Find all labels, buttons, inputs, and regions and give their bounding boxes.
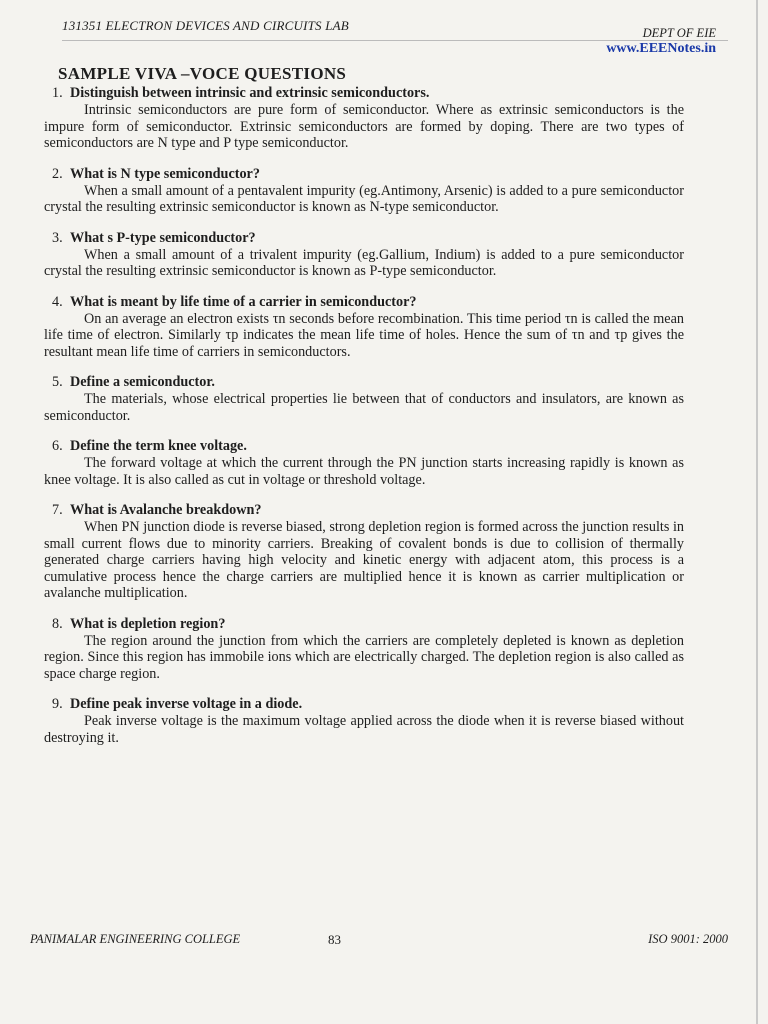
question-item xyxy=(44,165,684,216)
answer-text: The region around the junction from which the carriers are completely depleted is known as depletion region. Since this region has immobile ions which are electrically charged. The depletion region is also called as space charge region. xyxy=(44,632,684,682)
question-number: 7. xyxy=(52,502,63,518)
question-heading xyxy=(44,84,684,102)
question-text: What is depletion region? xyxy=(70,615,226,632)
question-text: What is Avalanche breakdown? xyxy=(70,502,262,518)
lab-title: 131351 ELECTRON DEVICES AND CIRCUITS LAB xyxy=(62,18,349,33)
questions-list xyxy=(44,84,684,759)
question-text: Define a semiconductor. xyxy=(70,374,215,390)
page-number: 83 xyxy=(328,932,341,947)
question-number: 3. xyxy=(52,229,63,246)
answer-text: When PN junction diode is reverse biased, strong depletion region is formed across the junction results in small current flows due to minority carriers. Breaking of covalent bonds is due to collision of thermally generated charge carriers having high velocity and kinetic energy with adjacent atom, this process is a cumulative process hence the charge carriers are multiplied hence it is known as carrier multiplication or avalanche multiplication. xyxy=(44,519,684,601)
question-item xyxy=(44,373,684,424)
question-item xyxy=(44,437,684,488)
question-number: 1. xyxy=(52,85,63,101)
question-number: 6. xyxy=(52,438,63,454)
question-text: What s P-type semiconductor? xyxy=(70,229,256,246)
question-heading xyxy=(44,373,684,391)
question-number: 8. xyxy=(52,615,63,632)
answer-text: Peak inverse voltage is the maximum voltage applied across the diode when it is reverse biased without destroying it. xyxy=(44,713,684,746)
question-item xyxy=(44,615,684,683)
answer-text: Intrinsic semiconductors are pure form of semiconductor. Where as extrinsic semiconductors is the impure form of semiconductor. Extrinsic semiconductors are formed by doping. There are two types of semiconductors are N type and P type semiconductor. xyxy=(44,102,684,151)
question-heading xyxy=(44,437,684,455)
college-name: PANIMALAR ENGINEERING COLLEGE xyxy=(30,932,241,946)
dept-label: DEPT OF EIE xyxy=(642,26,716,40)
question-heading xyxy=(44,695,684,713)
question-heading xyxy=(44,165,684,183)
question-item xyxy=(44,229,684,280)
question-number: 9. xyxy=(52,696,63,712)
question-number: 4. xyxy=(52,293,63,310)
answer-text: When a small amount of a pentavalent impurity (eg.Antimony, Arsenic) is added to a pure semiconductor crystal the resulting extrinsic semiconductor is known as N-type semiconductor. xyxy=(44,182,684,215)
question-text: Define the term knee voltage. xyxy=(70,438,247,454)
question-heading xyxy=(44,229,684,247)
page-title: SAMPLE VIVA –VOCE QUESTIONS xyxy=(58,64,347,83)
question-text: What is meant by life time of a carrier in semiconductor? xyxy=(70,293,417,310)
question-text: Define peak inverse voltage in a diode. xyxy=(70,696,303,712)
question-item xyxy=(44,501,684,602)
question-text: What is N type semiconductor? xyxy=(70,165,260,182)
site-link[interactable]: www.EEENotes.in xyxy=(606,41,716,56)
header-right xyxy=(606,26,716,56)
header-divider xyxy=(62,40,728,41)
answer-text: The forward voltage at which the current through the PN junction starts increasing rapidly is known as knee voltage. It is also called as cut in voltage or threshold voltage. xyxy=(44,455,684,488)
answer-text: On an average an electron exists τn seconds before recombination. This time period τn is called the mean life time of electron. Similarly τp indicates the mean life time of holes. Hence the sum of τn and τp gives the resultant mean life time of carriers in semiconductors. xyxy=(44,310,684,360)
question-item xyxy=(44,84,684,152)
question-heading xyxy=(44,293,684,311)
question-number: 5. xyxy=(52,374,63,390)
question-heading xyxy=(44,615,684,633)
question-text: Distinguish between intrinsic and extrinsic semiconductors. xyxy=(70,85,430,101)
answer-text: When a small amount of a trivalent impurity (eg.Gallium, Indium) is added to a pure semiconductor crystal the resulting extrinsic semiconductor is known as P-type semiconductor. xyxy=(44,246,684,279)
scan-edge xyxy=(756,0,758,1024)
question-item xyxy=(44,293,684,361)
question-item xyxy=(44,695,684,746)
question-number: 2. xyxy=(52,165,63,182)
answer-text: The materials, whose electrical properties lie between that of conductors and insulators, are known as semiconductor. xyxy=(44,391,684,424)
question-heading xyxy=(44,501,684,519)
iso-label: ISO 9001: 2000 xyxy=(648,932,728,946)
